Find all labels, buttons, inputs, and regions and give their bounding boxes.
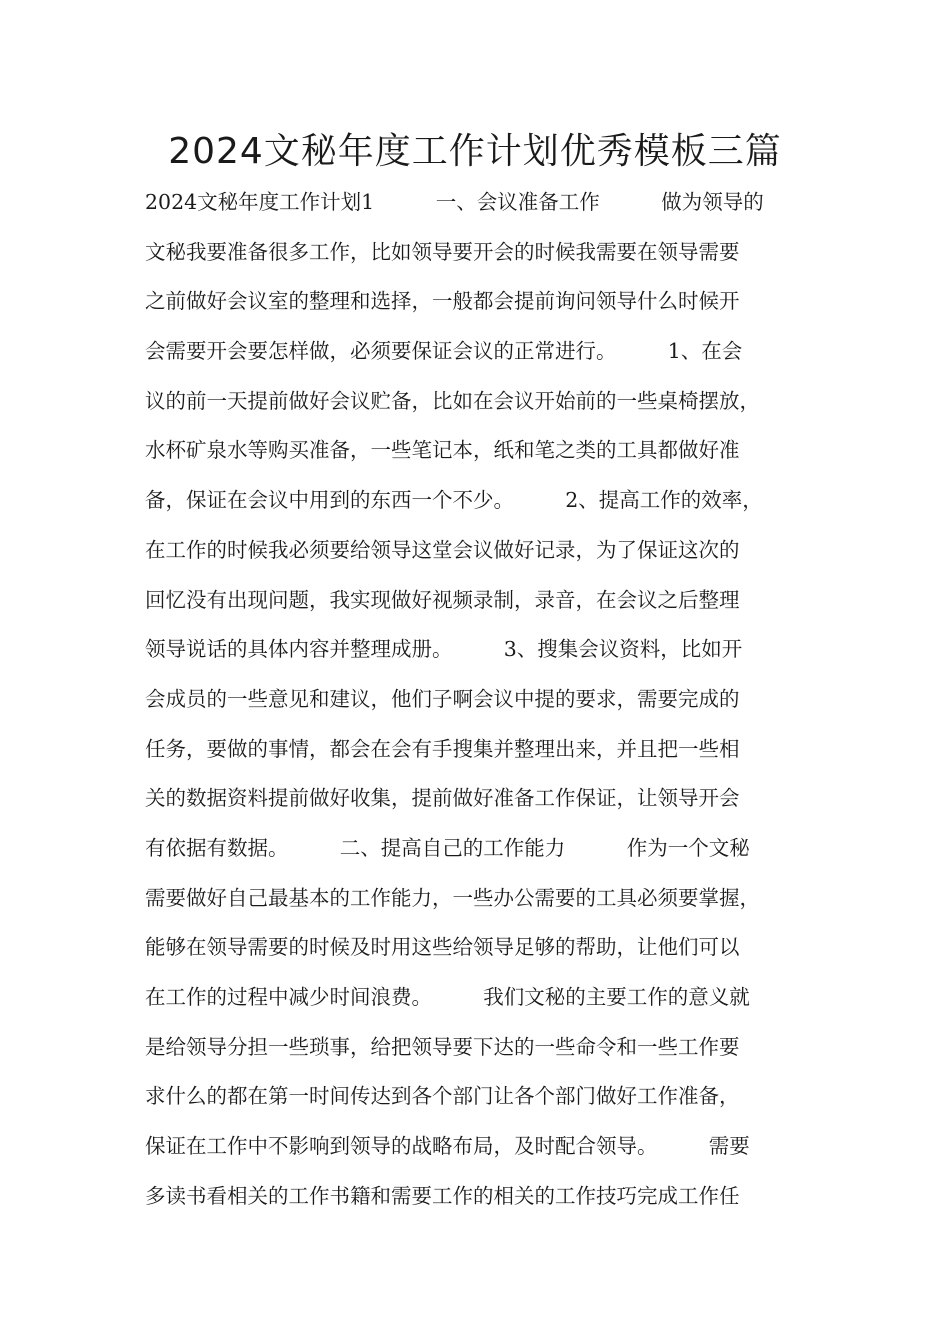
- body-line: 在工作的时候我必须要给领导这堂会议做好记录，为了保证这次的: [145, 537, 740, 562]
- body-line: 能够在领导需要的时候及时用这些给领导足够的帮助，让他们可以: [145, 935, 740, 960]
- body-line: 文秘我要准备很多工作，比如领导要开会的时候我需要在领导需要: [145, 239, 740, 264]
- body-line: 多读书看相关的工作书籍和需要工作的相关的工作技巧完成工作任: [145, 1183, 740, 1208]
- document-title: 2024文秘年度工作计划优秀模板三篇: [168, 131, 782, 172]
- body-line: 是给领导分担一些琐事，给把领导要下达的一些命令和一些工作要: [145, 1034, 740, 1059]
- body-line: 会成员的一些意见和建议，他们子啊会议中提的要求，需要完成的: [145, 686, 740, 711]
- document-body: [145, 178, 835, 1221]
- body-line: 备，保证在会议中用到的东西一个不少。 2、提高工作的效率，: [145, 488, 763, 513]
- body-line: 关的数据资料提前做好收集，提前做好准备工作保证，让领导开会: [145, 786, 740, 811]
- body-line: 在工作的过程中减少时间浪费。 我们文秘的主要工作的意义就: [145, 985, 750, 1009]
- body-line: 水杯矿泉水等购买准备，一些笔记本，纸和笔之类的工具都做好准: [145, 438, 740, 463]
- body-line: 2024文秘年度工作计划1 一、会议准备工作 做为领导的: [145, 190, 764, 214]
- body-line: 求什么的都在第一时间传达到各个部门让各个部门做好工作准备，: [145, 1084, 740, 1109]
- body-line: 之前做好会议室的整理和选择，一般都会提前询问领导什么时候开: [145, 289, 740, 314]
- body-line: 领导说话的具体内容并整理成册。 3、搜集会议资料，比如开: [145, 637, 743, 662]
- body-line: 会需要开会要怎样做，必须要保证会议的正常进行。 1、在会: [145, 339, 743, 364]
- body-line: 保证在工作中不影响到领导的战略布局，及时配合领导。 需要: [145, 1134, 750, 1159]
- body-line: 议的前一天提前做好会议贮备，比如在会议开始前的一些桌椅摆放，: [145, 388, 760, 413]
- body-line: 回忆没有出现问题，我实现做好视频录制，录音，在会议之后整理: [145, 587, 740, 612]
- body-line: 有依据有数据。 二、提高自己的工作能力 作为一个文秘: [145, 835, 750, 860]
- body-line: 任务，要做的事情，都会在会有手搜集并整理出来，并且把一些相: [145, 736, 740, 761]
- body-line: 需要做好自己最基本的工作能力，一些办公需要的工具必须要掌握，: [145, 885, 760, 910]
